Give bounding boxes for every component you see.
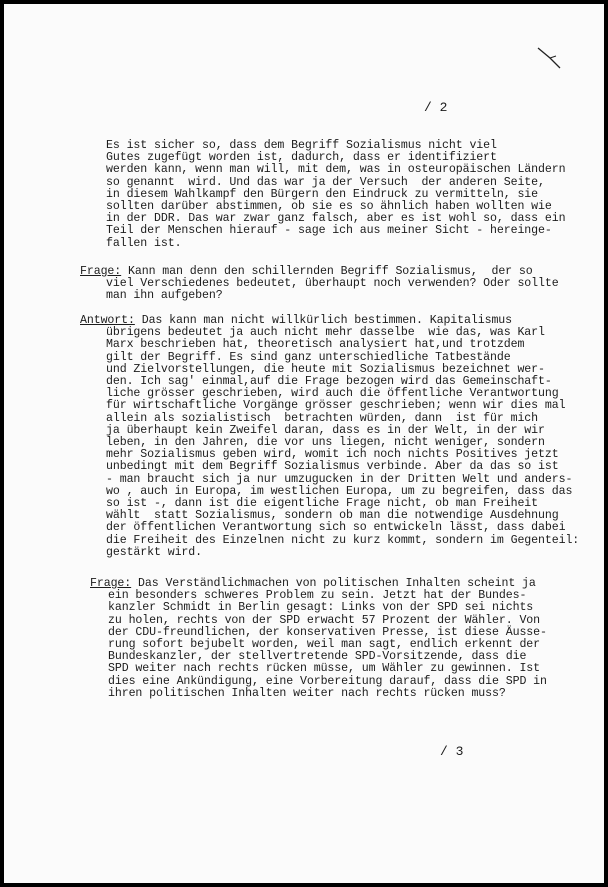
text-line: Gutes zugefügt worden ist, dadurch, dass er identifiziert — [106, 151, 497, 165]
question-1 — [80, 266, 559, 303]
answer-label: Antwort: — [80, 314, 135, 327]
text-line: ein besonders schweres Problem zu sein. Jetzt hat der Bundes- — [108, 589, 527, 603]
text-line: liche grösser geschrieben, wird auch die öffentliche Verantwortung — [106, 387, 559, 401]
text-line: allein als sozialistisch betrachten würden, dann ist für mich — [106, 411, 539, 425]
text-line: sollten darüber abstimmen, ob sie es so ähnlich haben wollten wie — [106, 200, 552, 214]
text-line: der CDU-freundlichen, der konservativen Presse, ist diese Äusse- — [108, 625, 547, 639]
text-line: zu holen, rechts von der SPD erwacht 57 Prozent der Wähler. Von — [108, 613, 541, 627]
text-line: werden kann, wenn man will, mit dem, was in osteuropäischen Ländern — [106, 163, 566, 177]
text-line: Es ist sicher so, dass dem Begriff Sozialismus nicht viel — [106, 139, 497, 152]
text-line: unbedingt mit dem Begriff Sozialismus verbinde. Aber da das so ist — [106, 460, 559, 474]
text-line: so genannt wird. Und das war ja der Versuch der anderen Seite, — [106, 175, 545, 189]
question-label: Frage: — [80, 265, 122, 278]
text-line: übrigens bedeutet ja auch nicht mehr dasselbe wie das, was Karl — [106, 326, 545, 340]
text-line: wo , auch in Europa, im westlichen Europa, um zu begreifen, dass das — [106, 484, 573, 498]
text-line: Das Verständlichmachen von politischen Inhalten scheint ja — [131, 577, 536, 590]
text-line: gilt der Begriff. Es sind ganz unterschiedliche Tatbestände — [106, 350, 511, 364]
text-line: kanzler Schmidt in Berlin gesagt: Links von der SPD sei nichts — [108, 601, 534, 615]
text-line: ihren politischen Inhalten weiter nach rechts rücken muss? — [108, 686, 506, 700]
text-line: SPD weiter nach rechts rücken müsse, um Wähler zu gewinnen. Ist — [108, 662, 541, 676]
text-line: fallen ist. — [106, 236, 182, 250]
text-line: dies eine Ankündigung, eine Vorbereitung darauf, dass die SPD in — [108, 674, 547, 688]
text-line: in der DDR. Das war zwar ganz falsch, aber es ist wohl so, dass ein — [106, 212, 566, 226]
pen-mark — [536, 44, 566, 74]
text-line: Teil der Menschen hierauf - sage ich aus meiner Sicht - hereinge- — [106, 224, 552, 238]
text-line: Marx beschrieben hat, theoretisch analysiert hat,und trotzdem — [106, 338, 525, 352]
page-number-bottom: / 3 — [440, 744, 464, 759]
document-page — [4, 4, 604, 883]
text-line: leben, in den Jahren, die vor uns liegen, nicht weniger, sondern — [106, 436, 545, 450]
text-line: man ihn aufgeben? — [106, 289, 223, 303]
text-line: wählt statt Sozialismus, sondern ob man die notwendige Ausdehnung — [106, 509, 559, 523]
text-line: in diesem Wahlkampf den Bürgern den Eindruck zu vermitteln, sie — [106, 187, 539, 201]
text-line: - man braucht sich ja nur umzugucken in der Dritten Welt und anders- — [106, 472, 573, 486]
page-number-top: / 2 — [424, 100, 448, 115]
text-line: so ist -, dann ist die eigentliche Frage nicht, ob man Freiheit — [106, 497, 539, 511]
paragraph-intro — [106, 140, 565, 250]
text-line: rung sofort bejubelt worden, weil man sagt, endlich erkennt der — [108, 638, 541, 652]
text-line: der öffentlichen Verantwortung sich so entwickeln lässt, dass dabei — [106, 521, 566, 535]
text-line: und Zielvorstellungen, die heute mit Sozialismus bezeichnet wer- — [106, 362, 545, 376]
text-line: mehr Sozialismus geben wird, womit ich noch nichts Positives jetzt — [106, 448, 559, 462]
text-line: ja überhaupt kein Zweifel daran, dass es in der Welt, in der wir — [106, 423, 545, 437]
text-line: Kann man denn den schillernden Begriff Sozialismus, der so — [121, 265, 533, 278]
text-line: Das kann man nicht willkürlich bestimmen. Kapitalismus — [134, 314, 513, 327]
question-2 — [90, 578, 547, 700]
text-line: gestärkt wird. — [106, 545, 203, 559]
text-line: viel Verschiedenes bedeutet, überhaupt noch verwenden? Oder sollte — [106, 277, 559, 291]
question-label: Frage: — [90, 577, 132, 590]
text-line: den. Ich sag' einmal,auf die Frage bezogen wird das Gemeinschaft- — [106, 375, 552, 389]
text-line: die Freiheit des Einzelnen nicht zu kurz kommt, sondern im Gegenteil: — [106, 533, 580, 547]
text-line: für wirtschaftliche Vorgänge grösser geschrieben; wenn wir dies mal — [106, 399, 566, 413]
text-line: Bundeskanzler, der stellvertretende SPD-Vorsitzende, dass die — [108, 650, 527, 664]
answer-1 — [80, 315, 579, 559]
